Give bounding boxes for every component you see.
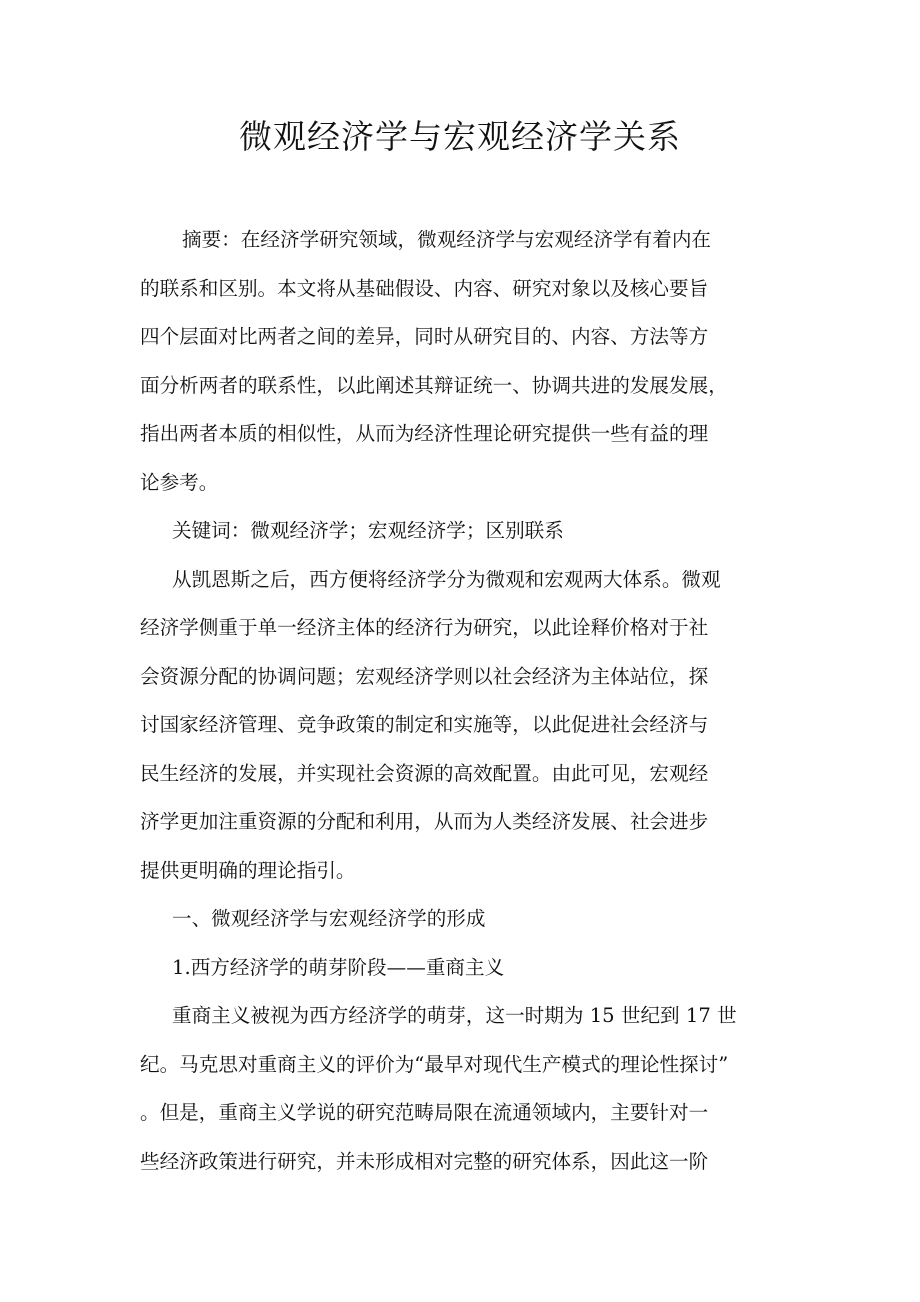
abstract-paragraph bbox=[140, 216, 780, 507]
subsection-heading-text: 1.西方经济学的萌芽阶段——重商主义 bbox=[172, 955, 505, 979]
keywords-paragraph bbox=[140, 507, 780, 556]
keywords-line: 关键词：微观经济学；宏观经济学；区别联系 bbox=[172, 519, 564, 542]
abstract-line: 摘要：在经济学研究领域，微观经济学与宏观经济学有着内在 bbox=[182, 228, 712, 251]
body-line: 。但是，重商主义学说的研究范畴局限在流通领域内，主要针对一 bbox=[140, 1101, 709, 1124]
intro-line: 民生经济的发展，并实现社会资源的高效配置。由此可见，宏观经 bbox=[140, 761, 709, 785]
intro-line: 提供更明确的理论指引。 bbox=[140, 858, 356, 882]
intro-line: 会资源分配的协调问题；宏观经济学则以社会经济为主体站位，探 bbox=[140, 664, 709, 688]
abstract-line: 四个层面对比两者之间的差异，同时从研究目的、内容、方法等方 bbox=[140, 325, 709, 348]
body-line: 纪。马克思对重商主义的评价为“最早对现代生产模式的理论性探讨” bbox=[140, 1052, 729, 1076]
abstract-line: 的联系和区别。本文将从基础假设、内容、研究对象以及核心要旨 bbox=[140, 276, 709, 300]
intro-line: 讨国家经济管理、竞争政策的制定和实施等，以此促进社会经济与 bbox=[140, 713, 709, 736]
abstract-line: 面分析两者的联系性，以此阐述其辩证统一、协调共进的发展发展， bbox=[140, 373, 728, 397]
abstract-line: 论参考。 bbox=[140, 470, 219, 494]
body-line: 重商主义被视为西方经济学的萌芽，这一时期为 15 世纪到 17 世 bbox=[172, 1004, 737, 1027]
body-line: 些经济政策进行研究，并未形成相对完整的研究体系，因此这一阶 bbox=[140, 1149, 709, 1173]
intro-paragraph bbox=[140, 556, 780, 896]
intro-line: 从凯恩斯之后，西方便将经济学分为微观和宏观两大体系。微观 bbox=[172, 567, 721, 591]
intro-line: 经济学侧重于单一经济主体的经济行为研究，以此诠释价格对于社 bbox=[140, 616, 709, 639]
body-paragraph bbox=[140, 992, 780, 1186]
document-title: 微观经济学与宏观经济学关系 bbox=[239, 117, 681, 156]
section-heading-text: 一、微观经济学与宏观经济学的形成 bbox=[172, 907, 486, 930]
section-heading bbox=[140, 895, 780, 944]
intro-line: 济学更加注重资源的分配和利用，从而为人类经济发展、社会进步 bbox=[140, 810, 709, 833]
subsection-heading bbox=[140, 944, 780, 993]
abstract-line: 指出两者本质的相似性，从而为经济性理论研究提供一些有益的理 bbox=[140, 422, 709, 445]
